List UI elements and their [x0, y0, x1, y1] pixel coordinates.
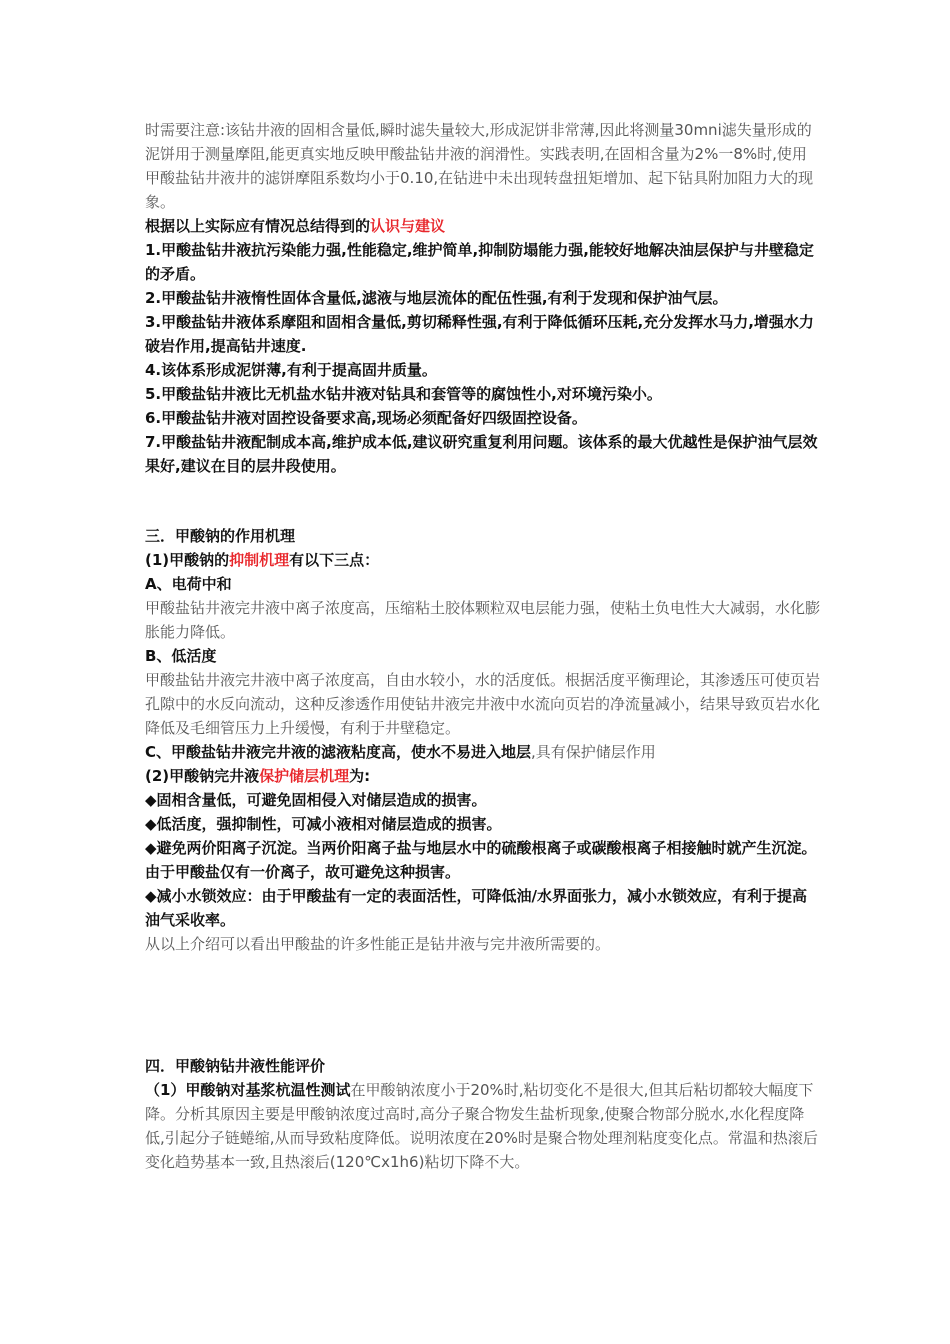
sub2-highlight: 保护储层机理: [259, 767, 350, 785]
summary-lead: 根据以上实际应有情况总结得到的: [145, 217, 371, 235]
point-1: 1.甲酸盐钻井液抗污染能力强,性能稳定,维护简单,抑制防塌能力强,能较好地解决油层保护与井壁稳定的矛盾。: [145, 241, 814, 283]
sub2-pre: (2)甲酸钠完井液: [145, 767, 260, 785]
sub1-post: 有以下三点：: [289, 551, 380, 569]
b-text: 甲酸盐钻井液完井液中离子浓度高，自由水较小，水的活度低。根据活度平衡理论，其渗透压可使页岩孔隙中的水反向流动，这种反渗透作用使钻井液完井液中水流向页岩的净流量减小，结果导致页岩水化降低及毛细管压力上升缓慢，有利于井壁稳定。: [145, 671, 821, 737]
point-2: 2.甲酸盐钻井液惰性固体含量低,滤液与地层流体的配伍性强,有利于发现和保护油气层。: [145, 289, 728, 307]
bullet-2: ◆低活度，强抑制性，可减小液相对储层造成的损害。: [145, 815, 502, 833]
section3-sub2: [145, 764, 821, 788]
point-7: 7.甲酸盐钻井液配制成本高,维护成本低,建议研究重复利用问题。该体系的最大优越性是保护油气层效果好,建议在目的层井段使用。: [145, 433, 818, 475]
section4-item1: [145, 1078, 821, 1174]
a-title: A、电荷中和: [145, 575, 232, 593]
point-5: 5.甲酸盐钻井液比无机盐水钻井液对钻具和套管等的腐蚀性小,对环境污染小。: [145, 385, 662, 403]
a-text: 甲酸盐钻井液完井液中离子浓度高，压缩粘土胶体颗粒双电层能力强，使粘土负电性大大减弱，水化膨胀能力降低。: [145, 599, 821, 641]
summary-line: [145, 214, 821, 238]
section3-heading: 三．甲酸钠的作用机理: [145, 527, 296, 545]
item1-bold: （1）甲酸钠对基浆杭温性测试: [145, 1081, 351, 1099]
bullet-1: ◆固相含量低，可避免固相侵入对储层造成的损害。: [145, 791, 487, 809]
section3-sub1: [145, 548, 821, 572]
c-light: ,具有保护储层作用: [531, 743, 656, 761]
c-line: [145, 740, 821, 764]
closing-line: 从以上介绍可以看出甲酸盐的许多性能正是钻井液与完井液所需要的。: [145, 935, 611, 953]
intro-paragraph: 时需要注意:该钻井液的固相含量低,瞬时滤失量较大,形成泥饼非常薄,因此将测量30mni滤失量形成的泥饼用于测量摩阻,能更真实地反映甲酸盐钻井液的润滑性。实践表明,在固相含量为2%一8%时,使用甲酸盐钻井液井的滤饼摩阻系数均小于0.10,在钻进中未出现转盘扭矩增加、起下钻具附加阻力大的现象。: [145, 121, 814, 211]
bullet-4: ◆减小水锁效应：由于甲酸盐有一定的表面活性，可降低油/水界面张力，减小水锁效应，有利于提高油气采收率。: [145, 887, 808, 929]
document-body: [145, 118, 821, 1174]
spacer: [145, 478, 821, 524]
summary-highlight: 认识与建议: [370, 217, 446, 235]
sub2-post: 为:: [349, 767, 371, 785]
b-title: B、低活度: [145, 647, 217, 665]
c-bold: C、甲酸盐钻井液完井液的滤液粘度高，使水不易进入地层: [145, 743, 532, 761]
sub1-highlight: 抑制机理: [229, 551, 290, 569]
bullet-3: ◆避免两价阳离子沉淀。当两价阳离子盐与地层水中的硫酸根离子或碳酸根离子相接触时就产生沉淀。由于甲酸盐仅有一价离子，故可避免这种损害。: [145, 839, 817, 881]
point-3: 3.甲酸盐钻井液体系摩阻和固相含量低,剪切稀释性强,有利于降低循环压耗,充分发挥水马力,增强水力破岩作用,提高钻井速度.: [145, 313, 814, 355]
item1-text: 在甲酸钠浓度小于20%时,粘切变化不是很大,但其后粘切都较大幅度下降。分析其原因主要是甲酸钠浓度过高时,高分子聚合物发生盐析现象,使聚合物部分脱水,水化程度降低,引起分子链蜷缩,从而导致粘度降低。说明浓度在20%时是聚合物处理剂粘度变化点。常温和热滚后变化趋势基本一致,且热滚后(120℃x1h6)粘切下降不大。: [145, 1081, 818, 1171]
spacer: [145, 956, 821, 1054]
sub1-pre: (1)甲酸钠的: [145, 551, 230, 569]
point-6: 6.甲酸盐钻井液对固控设备要求高,现场必须配备好四级固控设备。: [145, 409, 587, 427]
section4-heading: 四．甲酸钠钻井液性能评价: [145, 1057, 326, 1075]
point-4: 4.该体系形成泥饼薄,有利于提高固井质量。: [145, 361, 437, 379]
